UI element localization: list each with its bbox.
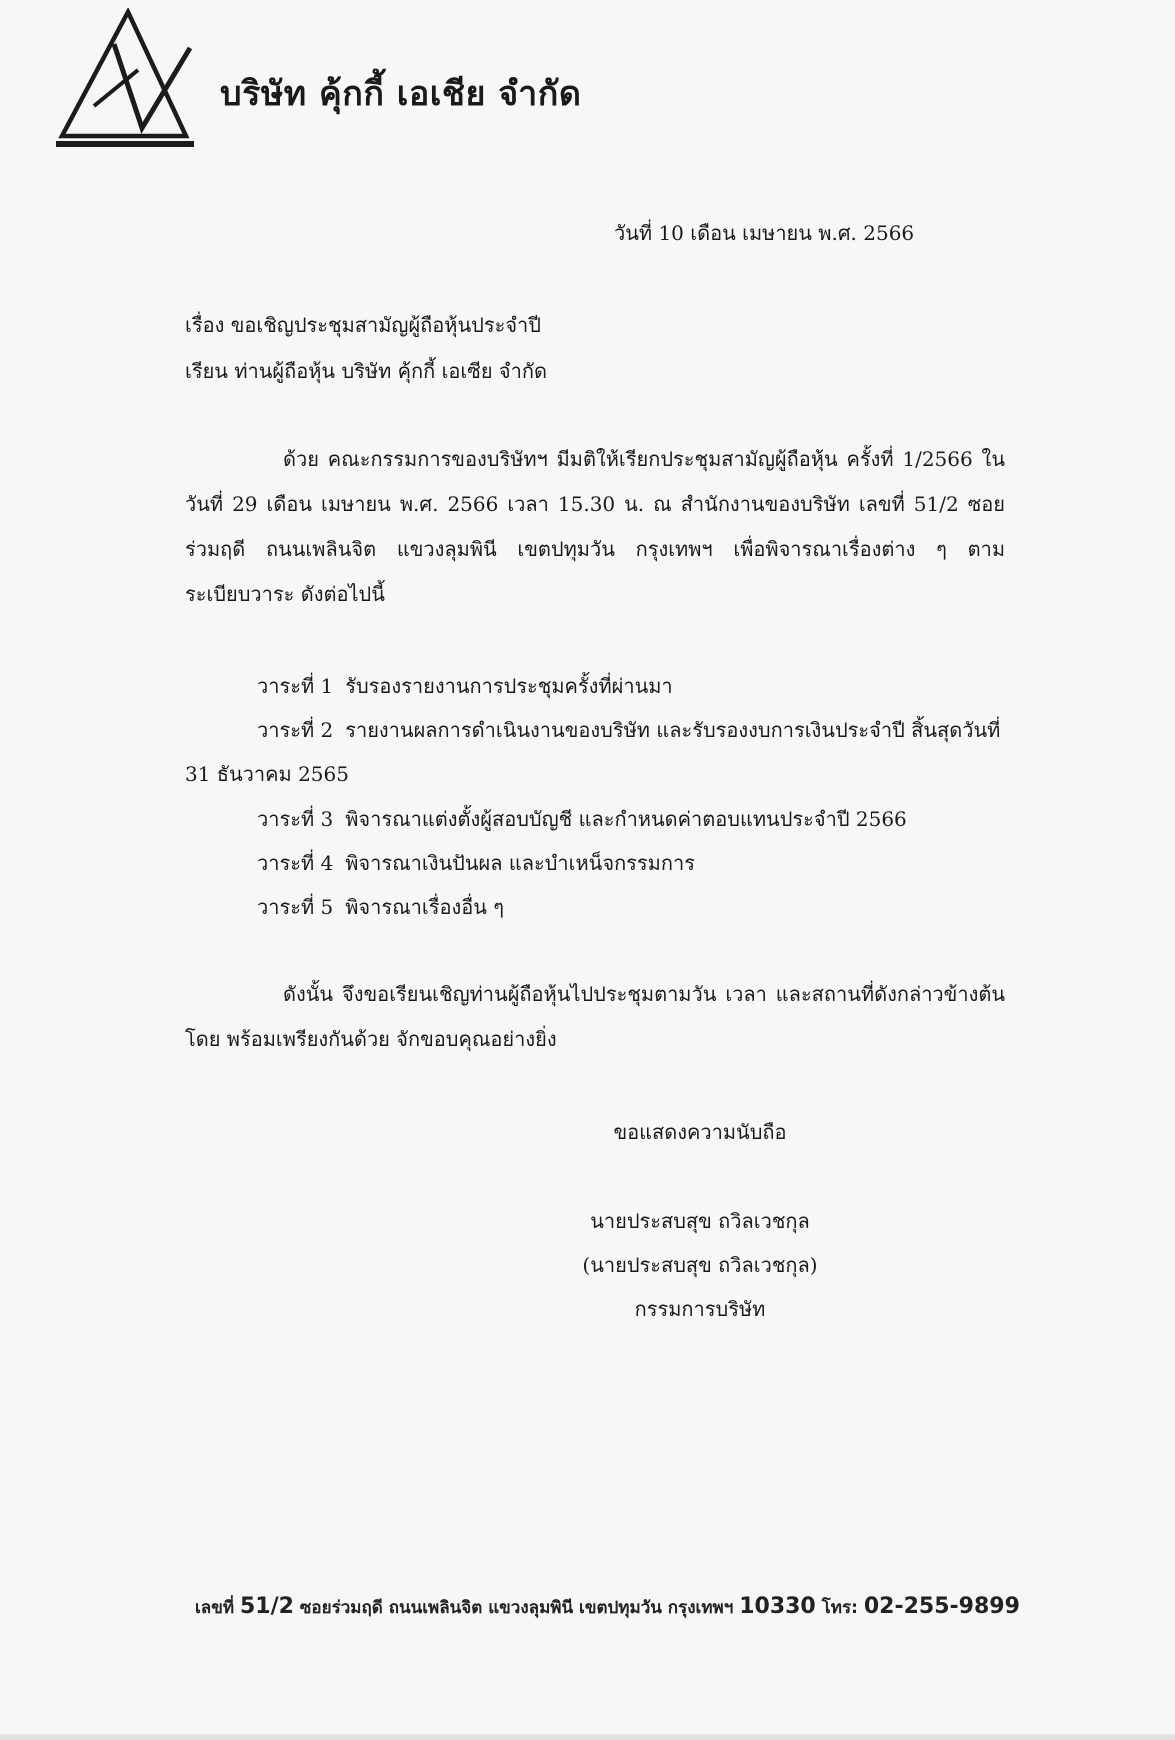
signatory-name: นายประสบสุข ถวิลเวชกุล: [590, 1209, 810, 1233]
intro-paragraph: ด้วย คณะกรรมการของบริษัทฯ มีมติให้เรียกประชุมสามัญผู้ถือหุ้น ครั้งที่ 1/2566 ใน วันที่ 29 เดือน เมษายน พ.ศ. 2566 เวลา 15.30 น. ณ สำนักงานของบริษัท เลขที่ 51/2 ซอยร่วมฤดี ถนนเพลินจิต แขวงลุมพินี เขตปทุมวัน กรุงเทพฯ เพื่อพิจารณาเรื่องต่าง ๆ ตามระเบียบวาระ ดังต่อไปนี้: [185, 447, 1005, 606]
agenda-item: [257, 720, 1000, 740]
triangle-monogram-logo-icon: [54, 8, 199, 160]
agenda-text: พิจารณาเรื่องอื่น ๆ: [345, 895, 505, 919]
footer-address: [195, 1594, 1020, 1621]
agenda-item: [257, 809, 907, 829]
agenda-continuation: 31 ธันวาคม 2565: [185, 762, 349, 786]
letter-addressee: เรียน ท่านผู้ถือหุ้น บริษัท คุ้กกี้ เอเซีย จำกัด: [185, 359, 547, 383]
page-bottom-edge: [0, 1734, 1175, 1740]
footer-house-number: 51/2: [239, 1594, 294, 1619]
agenda-text: รายงานผลการดำเนินงานของบริษัท และรับรองงบการเงินประจำปี สิ้นสุดวันที่: [345, 718, 1001, 742]
agenda-item: [257, 897, 504, 917]
agenda-number: วาระที่ 5: [257, 895, 334, 919]
company-name: บริษัท คุ้กกี้ เอเชีย จำกัด: [220, 74, 582, 114]
signature-salutation: ขอแสดงความนับถือ: [613, 1120, 787, 1144]
agenda-text: พิจารณาแต่งตั้งผู้สอบบัญชี และกำหนดค่าตอบแทนประจำปี 2566: [345, 807, 907, 831]
agenda-text: รับรองรายงานการประชุมครั้งที่ผ่านมา: [345, 674, 673, 698]
agenda-item: [257, 676, 673, 696]
letter-date: วันที่ 10 เดือน เมษายน พ.ศ. 2566: [614, 221, 915, 245]
signatory-title: กรรมการบริษัท: [634, 1297, 766, 1321]
agenda-item: [257, 853, 695, 873]
footer-phone: 02-255-9899: [863, 1594, 1020, 1619]
signatory-name-parenthetical: (นายประสบสุข ถวิลเวชกุล): [582, 1253, 818, 1277]
letter-subject: เรื่อง ขอเชิญประชุมสามัญผู้ถือหุ้นประจำปี: [185, 313, 541, 337]
footer-address-prefix: เลขที่: [195, 1598, 240, 1618]
agenda-number: วาระที่ 4: [257, 851, 334, 875]
footer-postcode: 10330: [739, 1594, 816, 1619]
closing-paragraph: ดังนั้น จึงขอเรียนเชิญท่านผู้ถือหุ้นไปประชุมตามวัน เวลา และสถานที่ดังกล่าวข้างต้นโดย พร้อมเพรียงกันด้วย จักขอบคุณอย่างยิ่ง: [185, 982, 1005, 1051]
agenda-number: วาระที่ 3: [257, 807, 334, 831]
agenda-text: พิจารณาเงินปันผล และบำเหน็จกรรมการ: [345, 851, 695, 875]
agenda-number: วาระที่ 1: [257, 674, 334, 698]
footer-address-rest: ซอยร่วมฤดี ถนนเพลินจิต แขวงลุมพินี เขตปทุมวัน กรุงเทพฯ: [293, 1598, 740, 1618]
agenda-number: วาระที่ 2: [257, 718, 334, 742]
footer-phone-label: โทร:: [815, 1598, 864, 1618]
